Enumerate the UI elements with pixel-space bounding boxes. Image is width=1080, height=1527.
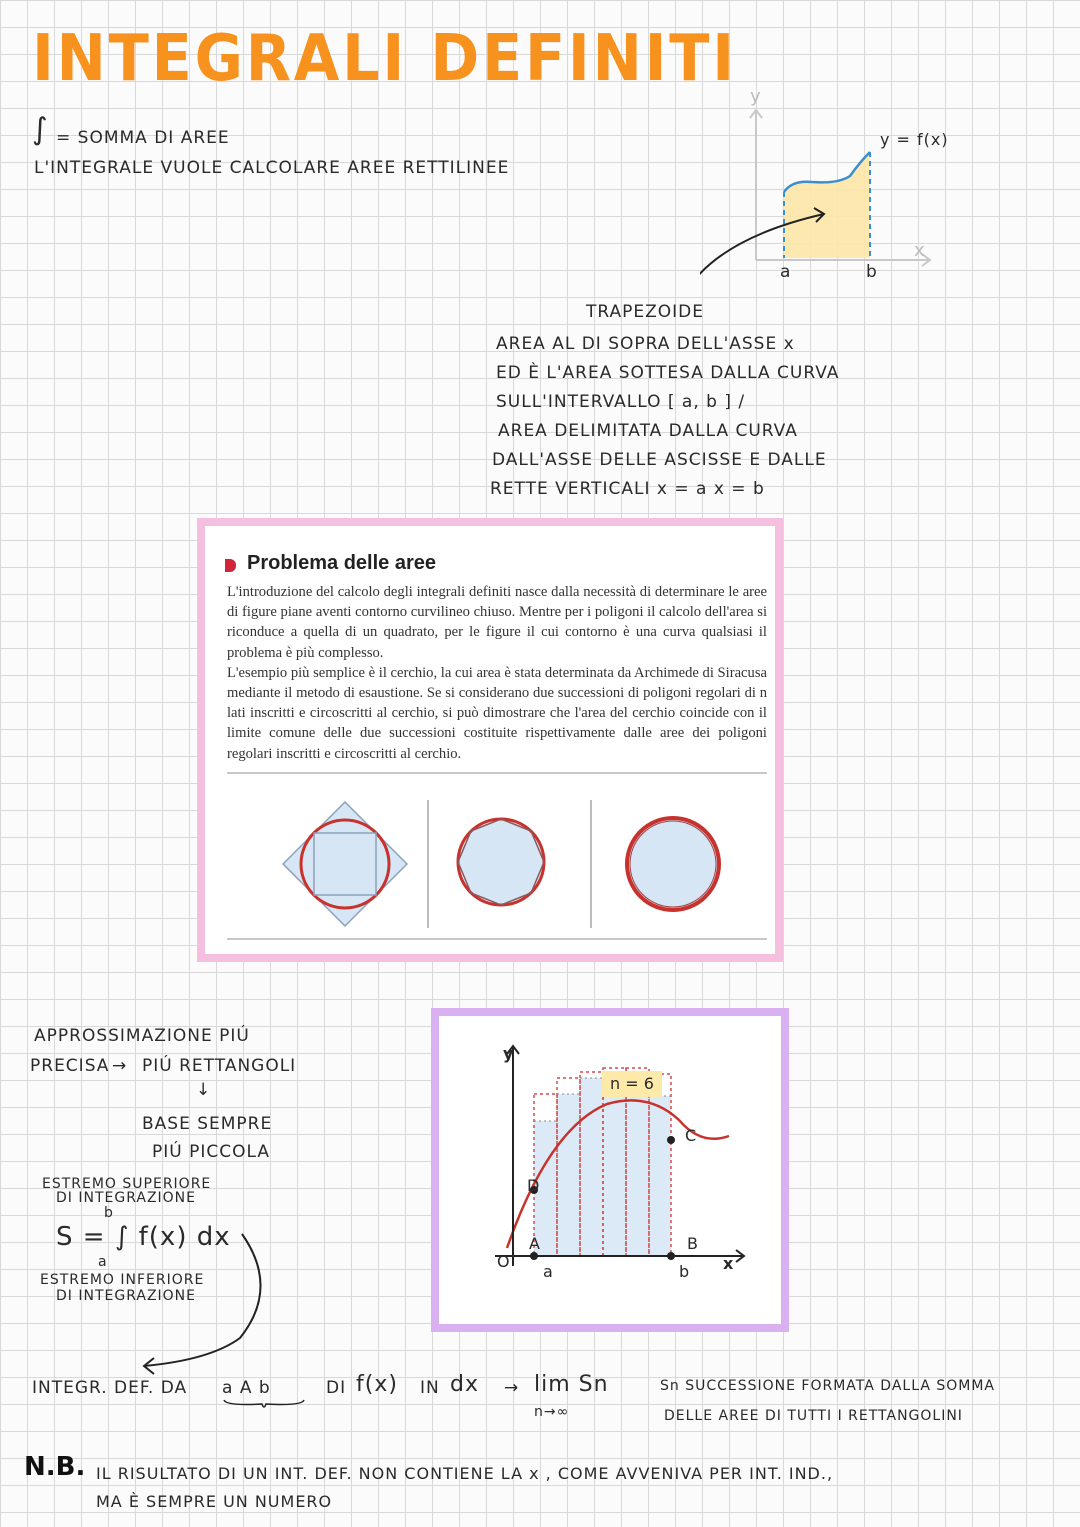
upper-limit-label: ESTREMO SUPERIORE	[42, 1176, 212, 1192]
sketch-y-label: y	[750, 86, 762, 107]
note-line-1: = SOMMA DI AREE	[56, 128, 230, 148]
sketch-a-label: a	[780, 262, 792, 282]
def-text-1: INTEGR. DEF. DA	[32, 1378, 188, 1398]
def-range: a A b	[222, 1378, 271, 1398]
definition-line: RETTE VERTICALI x = a x = b	[490, 479, 765, 499]
n-label: n = 6	[610, 1074, 654, 1093]
page-title: INTEGRALI DEFINITI	[32, 22, 737, 96]
nb-line-2: MA È SEMPRE UN NUMERO	[96, 1492, 333, 1511]
nb-label: N.B.	[24, 1452, 86, 1482]
def-lim: lim Sn	[534, 1372, 609, 1397]
integral-formula: S = ∫ f(x) dx	[56, 1222, 231, 1252]
definition-line: AREA DELIMITATA DALLA CURVA	[498, 421, 798, 441]
polygon-illustrations	[227, 788, 767, 948]
area-sketch	[700, 80, 1000, 300]
def-arrow: →	[504, 1378, 520, 1398]
book-text	[227, 582, 767, 764]
point-b-label: B	[687, 1234, 699, 1253]
approx-arrow: →	[112, 1056, 128, 1076]
def-text-2: DI	[326, 1378, 347, 1398]
def-fx: f(x)	[356, 1372, 398, 1397]
def-lim-sub: n→∞	[534, 1404, 570, 1420]
book-heading: Problema delle aree	[247, 552, 436, 574]
upper-limit-label-2: DI INTEGRAZIONE	[56, 1190, 197, 1206]
integral-symbol: ∫	[32, 112, 49, 147]
book-excerpt	[197, 518, 783, 962]
sketch-b-label: b	[866, 262, 878, 282]
point-a-label: A	[529, 1234, 541, 1253]
upper-limit: b	[104, 1205, 114, 1221]
graph-y-label: y	[503, 1044, 515, 1063]
sn-note-1: Sn SUCCESSIONE FORMATA DALLA SOMMA	[660, 1378, 995, 1394]
approx-line-4: PIÚ PICCOLA	[152, 1142, 270, 1162]
definition-line: SULL'INTERVALLO [ a, b ] /	[496, 392, 746, 412]
nb-line-1: IL RISULTATO DI UN INT. DEF. NON CONTIENE LA x , COME AVVENIVA PER INT. IND.,	[96, 1464, 834, 1483]
tick-a-label: a	[543, 1262, 554, 1281]
approx-line-3: BASE SEMPRE	[142, 1114, 273, 1134]
curve-label: y = f(x)	[880, 130, 949, 149]
riemann-graph	[431, 1008, 789, 1332]
connector-arrow	[130, 1228, 280, 1378]
book-paragraph-2: L'esempio più semplice è il cerchio, la cui area è stata determinata da Archimede di Siracusa mediante il metodo di esaustione. Se si considerano due successioni di poligoni regolari di n lati inscritti e circoscritti al cerchio, si può dimostrare che l'area del cerchio coincide con il limite comune delle due successioni costituite rispettivamente dalle aree dei poligoni regolari inscritti e circoscritti al cerchio.	[227, 664, 767, 762]
approx-line-2: PRECISA	[30, 1056, 110, 1076]
trapezoid-label: TRAPEZOIDE	[586, 302, 705, 322]
riemann-chart	[439, 1016, 781, 1324]
definition-line: ED È L'AREA SOTTESA DALLA CURVA	[496, 363, 840, 383]
sn-note-2: DELLE AREE DI TUTTI I RETTANGOLINI	[664, 1408, 963, 1424]
note-line-2: L'INTEGRALE VUOLE CALCOLARE AREE RETTILINEE	[34, 158, 510, 178]
lower-limit-label: ESTREMO INFERIORE	[40, 1272, 205, 1288]
lower-limit-label-2: DI INTEGRAZIONE	[56, 1288, 197, 1304]
definition-line: DALL'ASSE DELLE ASCISSE E DALLE	[492, 450, 827, 470]
bullet-icon	[225, 559, 236, 572]
def-dx: dx	[450, 1372, 479, 1397]
trapezoid-definition	[490, 330, 840, 504]
graph-x-label: x	[723, 1254, 735, 1273]
underbrace	[222, 1398, 306, 1412]
approx-line-2b: PIÚ RETTANGOLI	[142, 1056, 297, 1076]
sketch-x-label: x	[914, 240, 926, 261]
point-c-label: C	[685, 1126, 698, 1145]
lower-limit: a	[98, 1254, 108, 1270]
tick-b-label: b	[679, 1262, 691, 1281]
divider	[227, 938, 767, 940]
book-paragraph-1: L'introduzione del calcolo degli integrali definiti nasce dalla necessità di determinare le aree di figure piane aventi contorno curvilineo chiuso. Mentre per i poligoni il calcolo dell'area si riconduce a quella di un quadrato, per le figure il cui contorno è una curva qualsiasi il problema è più complesso.	[227, 584, 767, 661]
definition-line: AREA AL DI SOPRA DELL'ASSE x	[496, 334, 795, 354]
divider	[227, 772, 767, 774]
def-text-3: IN	[420, 1378, 440, 1398]
origin-label: O	[497, 1252, 511, 1271]
down-arrow-icon: ↓	[196, 1080, 212, 1100]
approx-line-1: APPROSSIMAZIONE PIÚ	[34, 1026, 250, 1046]
point-d-label: D	[527, 1176, 541, 1195]
